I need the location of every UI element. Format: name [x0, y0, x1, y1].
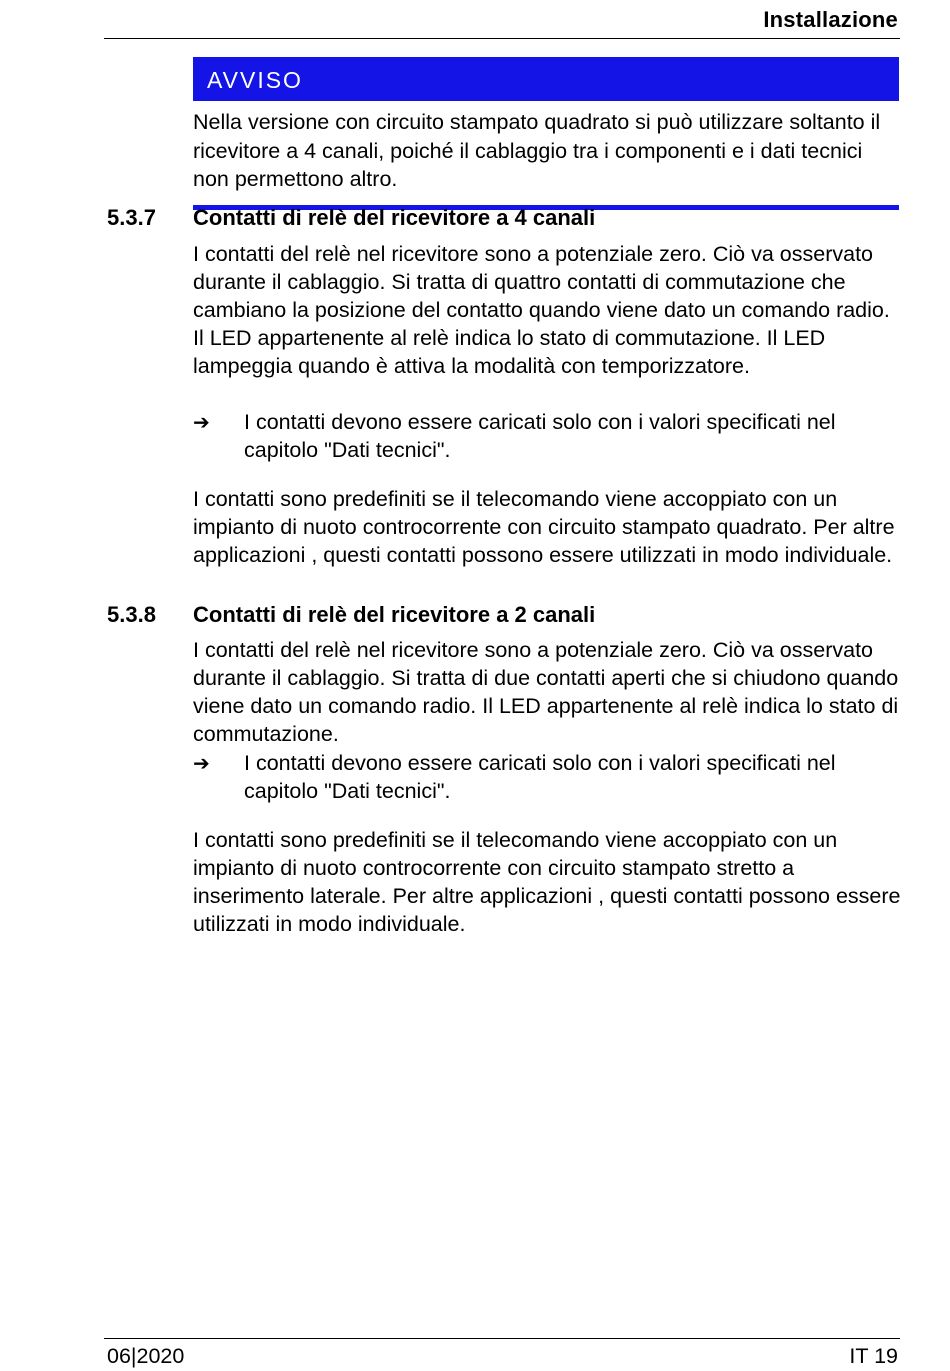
section-paragraph: I contatti del relè nel ricevitore sono a potenziale zero. Ciò va osservato durante il cablaggio. Si tratta di due contatti aperti che si chiudono quando viene dato un comando radio. Il LED appartenente al relè indica lo stato di commutazione. — [193, 638, 899, 746]
bullet-text: I contatti devono essere caricati solo con i valori specificati nel capitolo "Dati tecnici". — [244, 751, 836, 803]
section-title: Contatti di relè del ricevitore a 2 canali — [193, 602, 596, 627]
notice-label: AVVISO — [193, 57, 899, 101]
footer-date: 06|2020 — [107, 1344, 185, 1368]
notice-text: Nella versione con circuito stampato quadrato si può utilizzare soltanto il ricevitore a 4 canali, poiché il cablaggio tra i componenti e i dati tecnici non permettono altro. — [193, 110, 881, 191]
section-title: Contatti di relè del ricevitore a 4 canali — [193, 205, 596, 230]
section-number: 5.3.7 — [107, 205, 156, 230]
header-title: Installazione — [763, 7, 898, 32]
section-paragraph: I contatti sono predefiniti se il telecomando viene accoppiato con un impianto di nuoto controcorrente con circuito stampato stretto a inserimento laterale. Per altre applicazioni , questi contatti possono essere utilizzati in modo individuale. — [193, 828, 901, 936]
page-number: IT 19 — [849, 1344, 898, 1368]
section-paragraph: I contatti sono predefiniti se il telecomando viene accoppiato con un impianto di nuoto controcorrente con circuito stampato quadrato. Per altre applicazioni , questi contatti possono essere utilizzati in modo individuale. — [193, 487, 895, 567]
arrow-right-icon: ➔ — [193, 410, 210, 434]
page-footer — [104, 1338, 900, 1371]
page-header — [104, 0, 900, 39]
arrow-right-icon: ➔ — [193, 751, 210, 775]
section-number: 5.3.8 — [107, 602, 156, 627]
notice-box — [193, 57, 899, 210]
section-paragraph: I contatti del relè nel ricevitore sono a potenziale zero. Ciò va osservato durante il cablaggio. Si tratta di quattro contatti di commutazione che cambiano la posizione del contatto quando viene dato un comando radio. Il LED appartenente al relè indica lo stato di commutazione. Il LED lampeggia quando è attiva la modalità con temporizzatore. — [193, 242, 890, 378]
bullet-text: I contatti devono essere caricati solo con i valori specificati nel capitolo "Dati tecnici". — [244, 410, 836, 462]
